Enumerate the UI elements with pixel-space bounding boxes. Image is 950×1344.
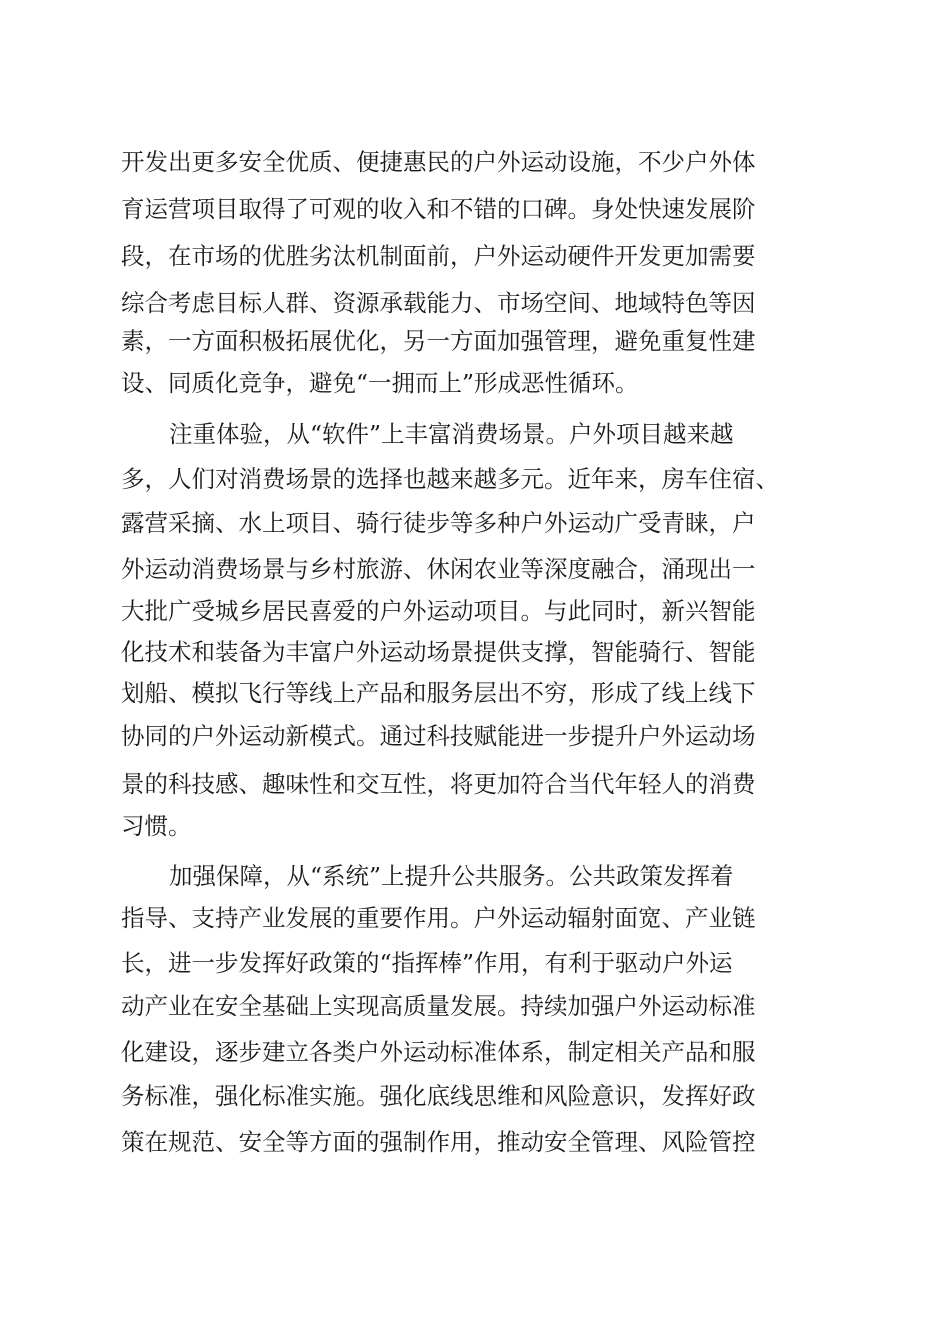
paragraph-start-line: 加强保障，从“系统”上提升公共服务。公共政策发挥着: [169, 862, 734, 890]
text-line: 务标准，强化标准实施。强化底线思维和风险意识，发挥好政: [121, 1082, 756, 1110]
text-line: 育运营项目取得了可观的收入和不错的口碑。身处快速发展阶: [121, 195, 756, 223]
text-line: 大批广受城乡居民喜爱的户外运动项目。与此同时，新兴智能: [121, 597, 756, 625]
text-line: 动产业在安全基础上实现高质量发展。持续加强户外运动标准: [121, 992, 756, 1020]
text-line: 设、同质化竞争，避免“一拥而上”形成恶性循环。: [121, 369, 639, 397]
text-line: 协同的户外运动新模式。通过科技赋能进一步提升户外运动场: [121, 722, 756, 750]
text-line: 策在规范、安全等方面的强制作用，推动安全管理、风险管控: [121, 1128, 756, 1156]
text-line: 长，进一步发挥好政策的“指挥棒”作用，有利于驱动户外运: [121, 949, 733, 977]
paragraph-start-line: 注重体验，从“软件”上丰富消费场景。户外项目越来越: [169, 420, 734, 448]
text-line: 指导、支持产业发展的重要作用。户外运动辐射面宽、产业链: [121, 904, 756, 932]
text-line: 习惯。: [121, 812, 192, 840]
text-line: 多，人们对消费场景的选择也越来越多元。近年来，房车住宿、: [121, 465, 779, 493]
text-line: 景的科技感、趣味性和交互性，将更加符合当代年轻人的消费: [121, 770, 756, 798]
text-line: 划船、模拟飞行等线上产品和服务层出不穷，形成了线上线下: [121, 679, 756, 707]
text-line: 化建设，逐步建立各类户外运动标准体系，制定相关产品和服: [121, 1038, 756, 1066]
text-line: 外运动消费场景与乡村旅游、休闲农业等深度融合，涌现出一: [121, 555, 756, 583]
text-line: 综合考虑目标人群、资源承载能力、市场空间、地域特色等因: [121, 289, 756, 317]
text-line: 露营采摘、水上项目、骑行徒步等多种户外运动广受青睐，户: [121, 509, 756, 537]
text-line: 开发出更多安全优质、便捷惠民的户外运动设施，不少户外体: [121, 148, 756, 176]
text-line: 素，一方面积极拓展优化，另一方面加强管理，避免重复性建: [121, 327, 756, 355]
text-line: 化技术和装备为丰富户外运动场景提供支撑，智能骑行、智能: [121, 638, 756, 666]
text-line: 段，在市场的优胜劣汰机制面前，户外运动硬件开发更加需要: [121, 242, 756, 270]
